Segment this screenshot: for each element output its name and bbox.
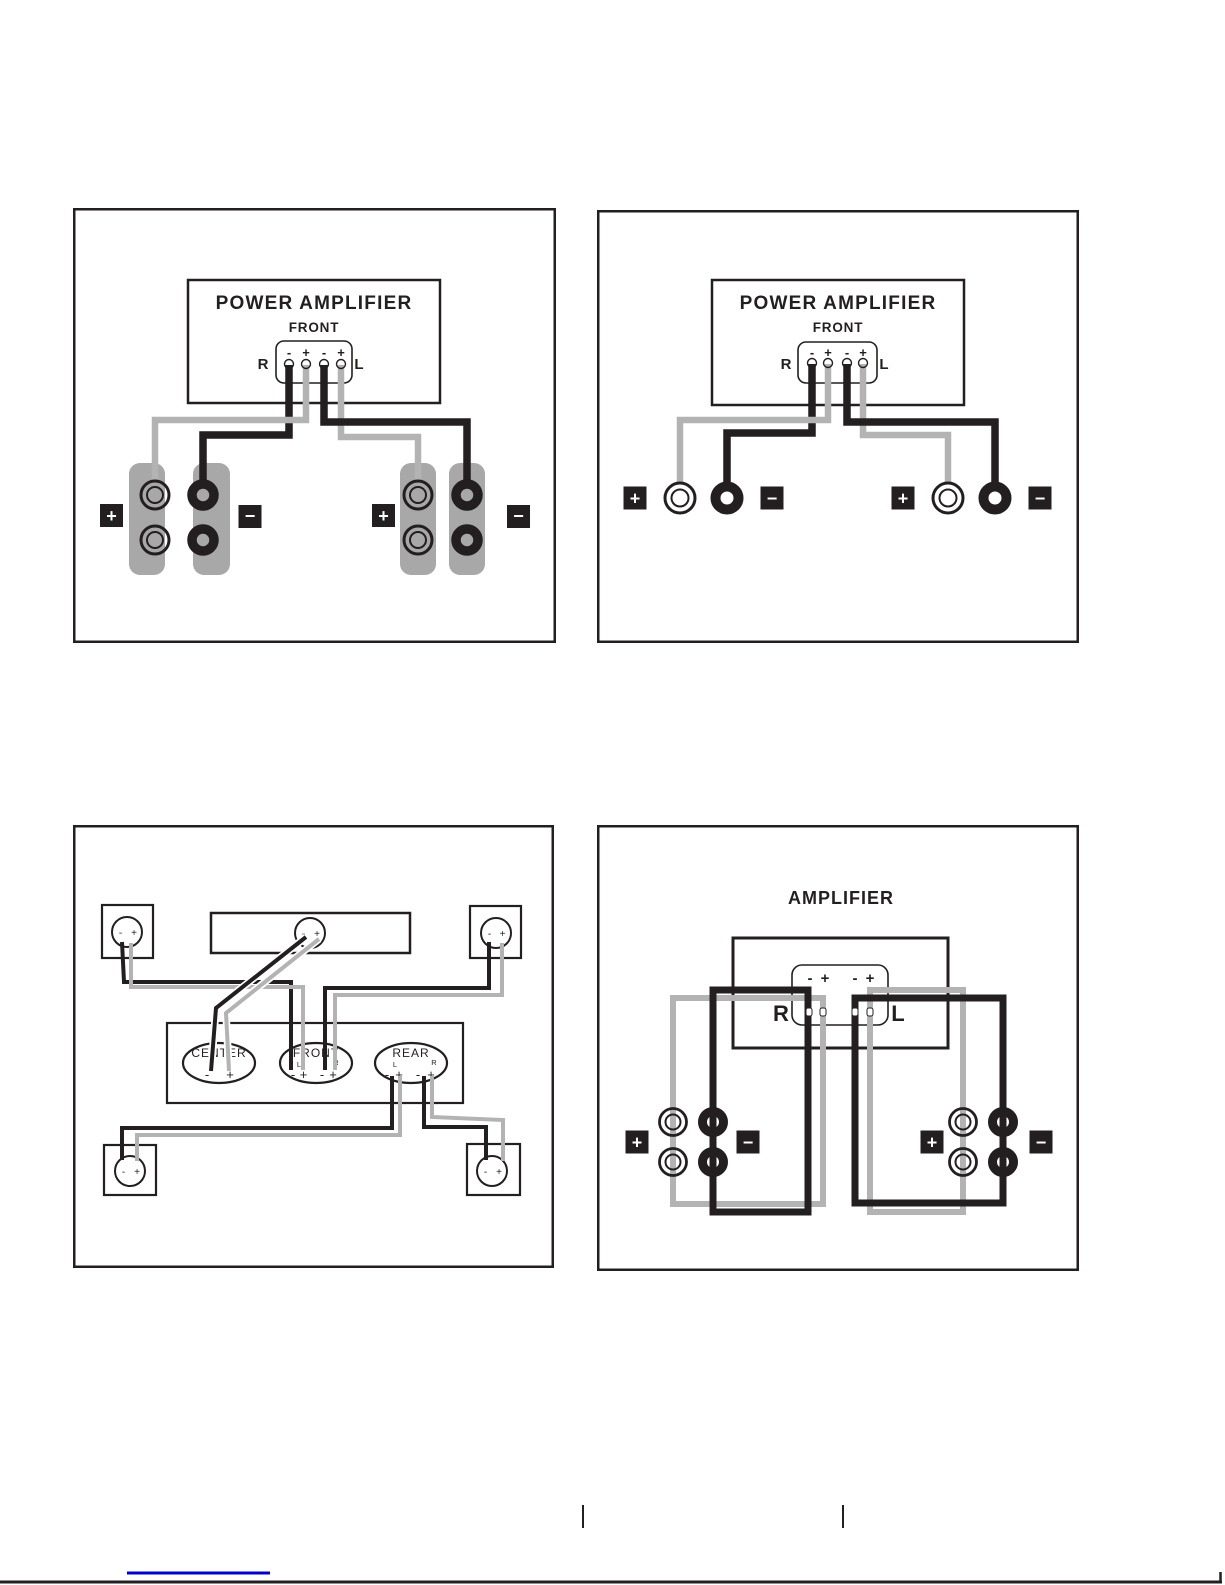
svg-text:-: - <box>204 1067 210 1082</box>
svg-text:+: + <box>134 1167 140 1178</box>
speaker-wire-black <box>727 364 812 483</box>
panel-border <box>74 209 555 642</box>
polarity-badge-plus <box>892 487 915 510</box>
terminal-sign: + <box>859 345 867 360</box>
svg-text:-: - <box>415 1067 421 1082</box>
binding-post-positive <box>665 483 695 513</box>
polarity-badge-plus <box>100 504 123 527</box>
terminal-sign: + <box>865 970 875 987</box>
speaker-rear-left <box>104 1145 156 1195</box>
terminal-sign: + <box>337 345 345 360</box>
svg-text:−: − <box>766 488 778 509</box>
speaker-wire-black <box>122 1076 392 1160</box>
right-channel-label: R <box>780 356 792 373</box>
polarity-badge-minus <box>761 487 784 510</box>
terminal-sign: - <box>852 970 858 987</box>
speaker-front-right <box>470 906 521 958</box>
panel-border <box>598 211 1078 642</box>
svg-text:-: - <box>290 1067 296 1082</box>
page-footer-marks <box>0 1495 1225 1585</box>
speaker-front-left <box>102 905 153 958</box>
svg-text:+: + <box>897 488 909 509</box>
polarity-badge-minus <box>1029 487 1052 510</box>
svg-text:+: + <box>106 506 117 526</box>
svg-text:+: + <box>427 1067 435 1082</box>
svg-text:+: + <box>378 506 389 526</box>
svg-text:+: + <box>131 928 137 939</box>
wire-loop-gray <box>673 998 823 1204</box>
polarity-badge-minus <box>507 505 530 528</box>
svg-text:−: − <box>742 1132 754 1153</box>
front-section-label: FRONT <box>812 320 864 335</box>
svg-text:L: L <box>296 1060 302 1069</box>
terminal-sign: + <box>820 970 830 987</box>
binding-post-negative <box>984 487 1007 510</box>
svg-text:-: - <box>319 1067 325 1082</box>
diagram-front-single-posts <box>597 210 1079 643</box>
svg-text:CENTER: CENTER <box>191 1046 247 1060</box>
terminal-sign: - <box>286 345 292 360</box>
diagram-front-binding-posts <box>73 208 556 643</box>
binding-post-negative <box>716 487 739 510</box>
svg-text:+: + <box>631 1132 643 1153</box>
terminal-sign: - <box>809 345 815 360</box>
svg-text:+: + <box>629 488 641 509</box>
svg-text:+: + <box>329 1067 337 1082</box>
right-channel-label: R <box>773 1001 789 1026</box>
amplifier-title: AMPLIFIER <box>788 888 894 908</box>
post-strip <box>193 463 230 575</box>
terminal-pins <box>285 360 346 369</box>
polarity-badge-plus <box>626 1131 649 1154</box>
svg-text:+: + <box>926 1132 938 1153</box>
svg-text:−: − <box>513 506 524 526</box>
polarity-badge-minus <box>737 1131 760 1154</box>
svg-text:-: - <box>483 1167 488 1178</box>
svg-text:+: + <box>499 929 506 940</box>
polarity-badge-plus <box>921 1131 944 1154</box>
diagram-surround-layout <box>73 825 554 1268</box>
jack-center <box>183 1043 255 1083</box>
svg-text:R: R <box>333 1058 339 1067</box>
speaker-wire-gray <box>680 364 828 483</box>
svg-text:REAR: REAR <box>392 1046 430 1060</box>
front-section-label: FRONT <box>288 320 340 335</box>
svg-text:+: + <box>314 929 320 940</box>
svg-text:FRONT: FRONT <box>292 1046 340 1060</box>
polarity-badge-plus <box>372 504 395 527</box>
wire-loop-black <box>713 990 808 1212</box>
left-channel-label: L <box>891 1001 905 1026</box>
speaker-rear-right <box>467 1144 520 1195</box>
terminal-sign: + <box>824 345 832 360</box>
amplifier-title: POWER AMPLIFIER <box>215 293 413 314</box>
polarity-badge-minus <box>1030 1131 1053 1154</box>
wire-loop-black <box>855 998 1003 1203</box>
jack-rear <box>375 1043 447 1083</box>
polarity-badge-plus <box>624 487 647 510</box>
svg-text:R: R <box>431 1058 437 1067</box>
diagram-amplifier-biwire-loops <box>597 825 1079 1271</box>
svg-text:+: + <box>496 1167 502 1178</box>
svg-text:−: − <box>1035 1132 1047 1153</box>
svg-text:+: + <box>299 1067 308 1082</box>
svg-text:-: - <box>301 929 306 940</box>
post-strip <box>129 463 165 575</box>
terminal-sign: - <box>807 970 813 987</box>
speaker-wire-black <box>847 364 995 483</box>
left-channel-label: L <box>354 356 364 373</box>
svg-text:+: + <box>395 1067 403 1082</box>
terminal-pins <box>806 1008 873 1016</box>
right-channel-label: R <box>257 356 269 373</box>
svg-text:-: - <box>118 928 123 939</box>
svg-text:+: + <box>226 1067 234 1082</box>
speaker-wire-gray <box>137 1076 400 1161</box>
svg-text:-: - <box>121 1167 126 1178</box>
svg-text:−: − <box>244 506 256 526</box>
svg-text:L: L <box>392 1060 398 1069</box>
svg-text:−: − <box>1034 488 1046 509</box>
binding-post-positive <box>933 483 963 513</box>
svg-text:-: - <box>487 929 492 940</box>
amplifier-title: POWER AMPLIFIER <box>739 293 937 314</box>
terminal-sign: - <box>844 345 850 360</box>
terminal-sign: + <box>302 345 310 360</box>
polarity-badge-minus <box>239 505 262 528</box>
left-channel-label: L <box>879 356 889 373</box>
svg-text:-: - <box>384 1067 390 1082</box>
terminal-sign: - <box>321 345 327 360</box>
